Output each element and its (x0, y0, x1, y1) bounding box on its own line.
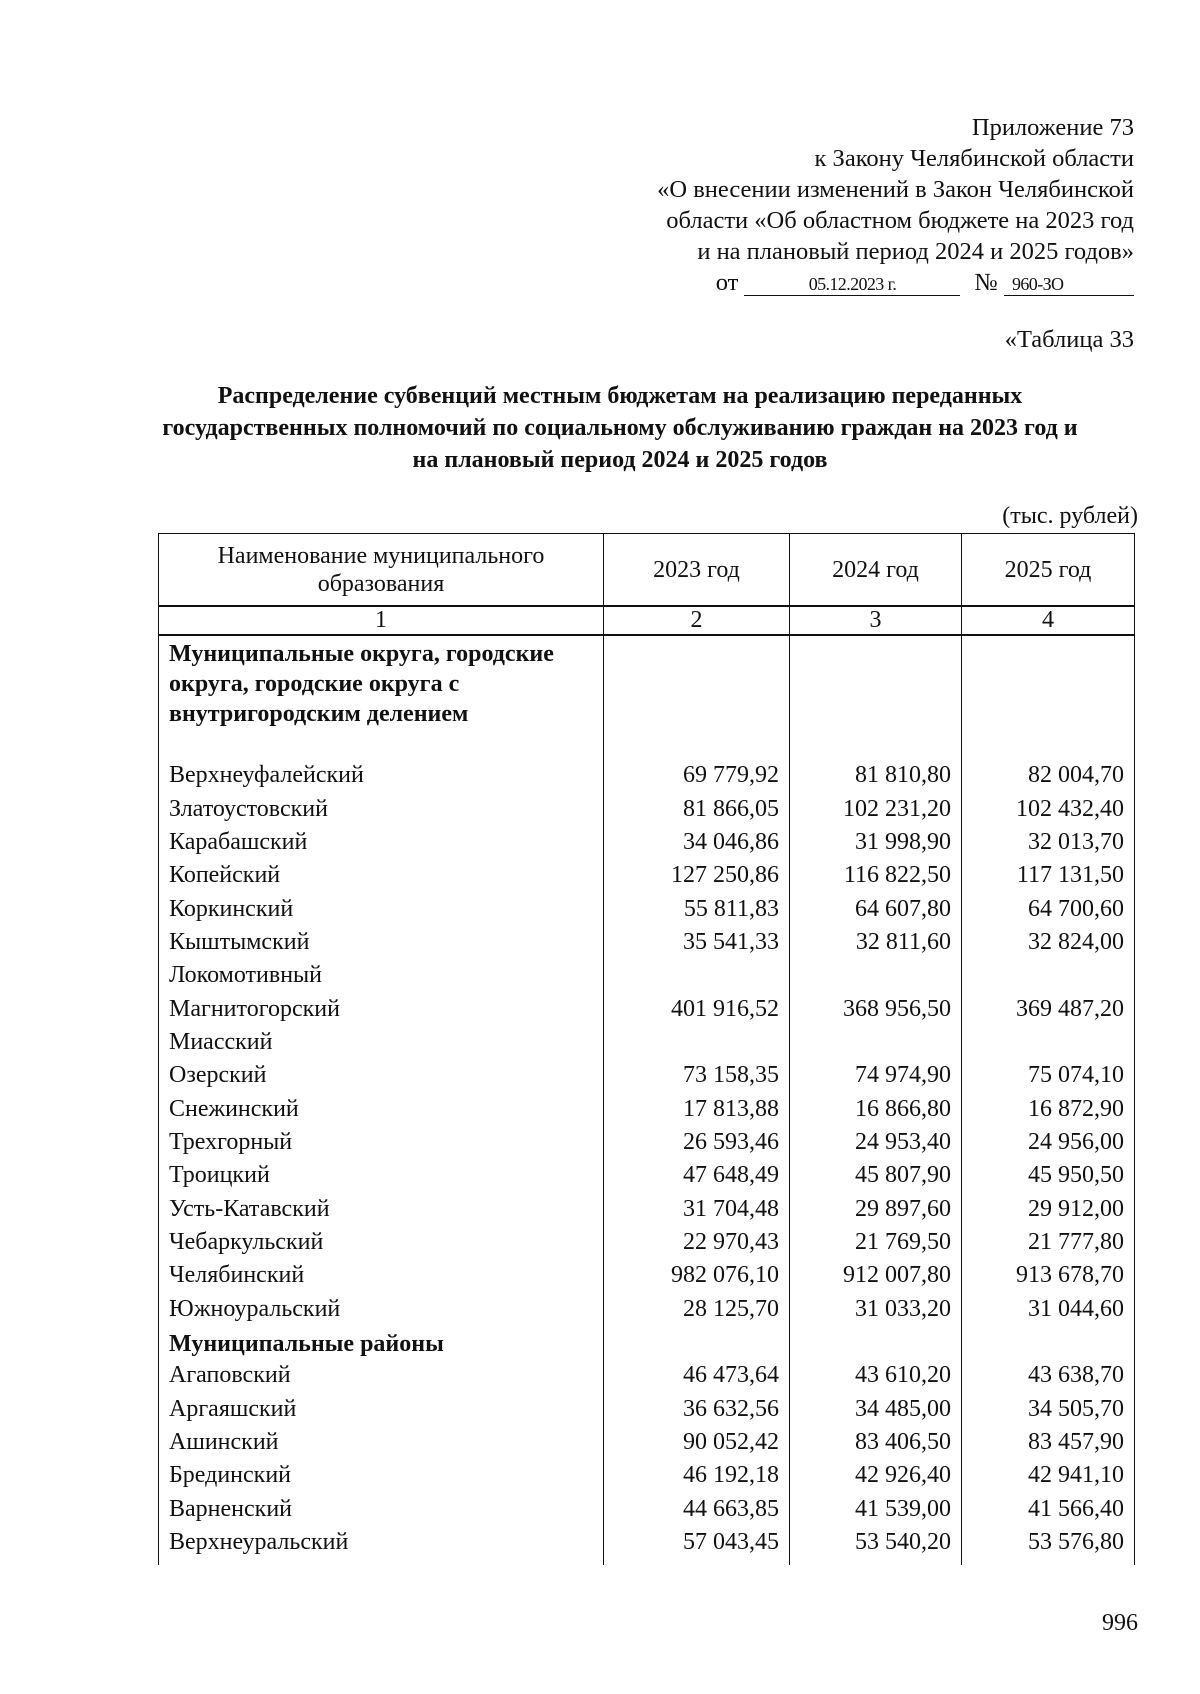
annex-date-number-line (514, 267, 1134, 298)
table-row (159, 926, 1135, 959)
municipality-name: Верхнеуральский (159, 1526, 604, 1565)
municipality-name: Златоустовский (159, 792, 604, 825)
municipality-name: Верхнеуфалейский (159, 759, 604, 792)
value-2023: 57 043,45 (604, 1526, 790, 1565)
table-row (159, 1059, 1135, 1092)
value-2025: 41 566,40 (962, 1493, 1135, 1526)
value-2023: 36 632,56 (604, 1393, 790, 1426)
value-2024: 41 539,00 (790, 1493, 962, 1526)
units-label: (тыс. рублей) (1002, 503, 1138, 529)
value-2023: 47 648,49 (604, 1159, 790, 1192)
value-2024: 29 897,60 (790, 1192, 962, 1225)
value-2025: 83 457,90 (962, 1426, 1135, 1459)
value-2024: 42 926,40 (790, 1459, 962, 1492)
value-2025: 21 777,80 (962, 1226, 1135, 1259)
column-numbers-row (159, 606, 1135, 635)
municipality-name: Варненский (159, 1493, 604, 1526)
value-2023: 26 593,46 (604, 1126, 790, 1159)
municipality-name: Брединский (159, 1459, 604, 1492)
value-2024: 116 822,50 (790, 859, 962, 892)
table-reference: «Таблица 33 (1004, 326, 1134, 353)
from-label: от (715, 269, 739, 296)
value-2025: 32 013,70 (962, 826, 1135, 859)
value-2025: 64 700,60 (962, 892, 1135, 925)
value-2024: 64 607,80 (790, 892, 962, 925)
value-2025: 31 044,60 (962, 1293, 1135, 1326)
value-2025: 369 487,20 (962, 992, 1135, 1025)
value-2024: 912 007,80 (790, 1259, 962, 1292)
annex-line-4: области «Об областном бюджете на 2023 год (666, 207, 1134, 234)
value-2024: 16 866,80 (790, 1092, 962, 1125)
table-row (159, 1426, 1135, 1459)
column-number: 2 (604, 606, 790, 635)
value-2025 (962, 959, 1135, 992)
header-municipality: Наименование муниципального образования (159, 534, 604, 607)
municipality-name: Снежинский (159, 1092, 604, 1125)
value-2025: 53 576,80 (962, 1526, 1135, 1565)
value-2025: 913 678,70 (962, 1259, 1135, 1292)
value-2024: 31 033,20 (790, 1293, 962, 1326)
law-date: 05.12.2023 г. (744, 273, 960, 296)
value-2024: 74 974,90 (790, 1059, 962, 1092)
table-row (159, 992, 1135, 1025)
value-2025: 117 131,50 (962, 859, 1135, 892)
table-row (159, 1493, 1135, 1526)
table-row (159, 1092, 1135, 1125)
table-row (159, 959, 1135, 992)
municipality-name: Трехгорный (159, 1126, 604, 1159)
table-row (159, 1192, 1135, 1225)
table-row (159, 892, 1135, 925)
table-row (159, 792, 1135, 825)
value-2025: 29 912,00 (962, 1192, 1135, 1225)
municipality-name: Копейский (159, 859, 604, 892)
value-2023: 982 076,10 (604, 1259, 790, 1292)
value-2023: 44 663,85 (604, 1493, 790, 1526)
municipality-name: Миасский (159, 1026, 604, 1059)
value-2025: 32 824,00 (962, 926, 1135, 959)
value-2024: 34 485,00 (790, 1393, 962, 1426)
value-2024: 53 540,20 (790, 1526, 962, 1565)
section-title: Муниципальные округа, городские округа, городские округа с внутригородским делением (159, 635, 604, 759)
value-2023: 34 046,86 (604, 826, 790, 859)
header-row (159, 534, 1135, 607)
value-2025: 43 638,70 (962, 1359, 1135, 1392)
value-2023 (604, 959, 790, 992)
value-2025: 34 505,70 (962, 1393, 1135, 1426)
value-2024: 43 610,20 (790, 1359, 962, 1392)
municipality-name: Ашинский (159, 1426, 604, 1459)
value-2023: 73 158,35 (604, 1059, 790, 1092)
municipality-name: Агаповский (159, 1359, 604, 1392)
municipality-name: Чебаркульский (159, 1226, 604, 1259)
section-row (159, 1326, 1135, 1359)
value-2024: 32 811,60 (790, 926, 962, 959)
table-row (159, 1259, 1135, 1292)
municipality-name: Усть-Катавский (159, 1192, 604, 1225)
table-row (159, 1459, 1135, 1492)
section-title: Муниципальные районы (159, 1326, 604, 1359)
value-2025: 82 004,70 (962, 759, 1135, 792)
value-2024: 81 810,80 (790, 759, 962, 792)
header-2025: 2025 год (962, 534, 1135, 607)
value-2024 (790, 959, 962, 992)
document-title: Распределение субвенций местным бюджетам на реализацию переданных государственных полномочий по социальному обслуживанию граждан на 2023 год и на плановый период 2024 и 2025 годов (162, 383, 1078, 473)
value-2023: 55 811,83 (604, 892, 790, 925)
table-row (159, 759, 1135, 792)
municipality-name: Кыштымский (159, 926, 604, 959)
value-2024: 31 998,90 (790, 826, 962, 859)
municipality-name: Аргаяшский (159, 1393, 604, 1426)
section-row (159, 635, 1135, 759)
value-2024: 83 406,50 (790, 1426, 962, 1459)
annex-line-1: Приложение 73 (971, 114, 1134, 141)
value-2025: 102 432,40 (962, 792, 1135, 825)
value-2023: 28 125,70 (604, 1293, 790, 1326)
value-2025: 42 941,10 (962, 1459, 1135, 1492)
municipality-name: Коркинский (159, 892, 604, 925)
table-row (159, 826, 1135, 859)
annex-header (514, 112, 1134, 298)
value-2023: 69 779,92 (604, 759, 790, 792)
municipality-name: Озерский (159, 1059, 604, 1092)
value-2023: 46 192,18 (604, 1459, 790, 1492)
table-row (159, 1126, 1135, 1159)
value-2024: 45 807,90 (790, 1159, 962, 1192)
value-2023: 401 916,52 (604, 992, 790, 1025)
law-number: 960-ЗО (1004, 273, 1134, 296)
table-row (159, 1159, 1135, 1192)
value-2024: 21 769,50 (790, 1226, 962, 1259)
value-2023 (604, 1026, 790, 1059)
value-2024 (790, 1026, 962, 1059)
table-row (159, 1393, 1135, 1426)
value-2023: 35 541,33 (604, 926, 790, 959)
municipality-name: Карабашский (159, 826, 604, 859)
annex-line-2: к Закону Челябинской области (814, 145, 1134, 172)
table-row (159, 1359, 1135, 1392)
value-2023: 31 704,48 (604, 1192, 790, 1225)
header-2023: 2023 год (604, 534, 790, 607)
value-2025: 45 950,50 (962, 1159, 1135, 1192)
subventions-table (158, 533, 1135, 1565)
table-row (159, 1026, 1135, 1059)
municipality-name: Троицкий (159, 1159, 604, 1192)
municipality-name: Магнитогорский (159, 992, 604, 1025)
municipality-name: Южноуральский (159, 1293, 604, 1326)
value-2024: 368 956,50 (790, 992, 962, 1025)
table-body (159, 635, 1135, 1565)
table-row (159, 1293, 1135, 1326)
annex-line-5: и на плановый период 2024 и 2025 годов» (697, 238, 1134, 265)
municipality-name: Локомотивный (159, 959, 604, 992)
table-row (159, 859, 1135, 892)
value-2023: 81 866,05 (604, 792, 790, 825)
column-number: 4 (962, 606, 1135, 635)
value-2025: 24 956,00 (962, 1126, 1135, 1159)
annex-line-3: «О внесении изменений в Закон Челябинской (657, 176, 1134, 203)
value-2023: 46 473,64 (604, 1359, 790, 1392)
value-2025 (962, 1026, 1135, 1059)
value-2023: 22 970,43 (604, 1226, 790, 1259)
page-number: 996 (1102, 1610, 1138, 1636)
column-number: 1 (159, 606, 604, 635)
value-2023: 127 250,86 (604, 859, 790, 892)
value-2025: 75 074,10 (962, 1059, 1135, 1092)
value-2024: 102 231,20 (790, 792, 962, 825)
value-2023: 90 052,42 (604, 1426, 790, 1459)
value-2025: 16 872,90 (962, 1092, 1135, 1125)
table-row (159, 1526, 1135, 1565)
number-label: № (974, 269, 998, 296)
table-row (159, 1226, 1135, 1259)
header-2024: 2024 год (790, 534, 962, 607)
column-number: 3 (790, 606, 962, 635)
municipality-name: Челябинский (159, 1259, 604, 1292)
value-2024: 24 953,40 (790, 1126, 962, 1159)
value-2023: 17 813,88 (604, 1092, 790, 1125)
